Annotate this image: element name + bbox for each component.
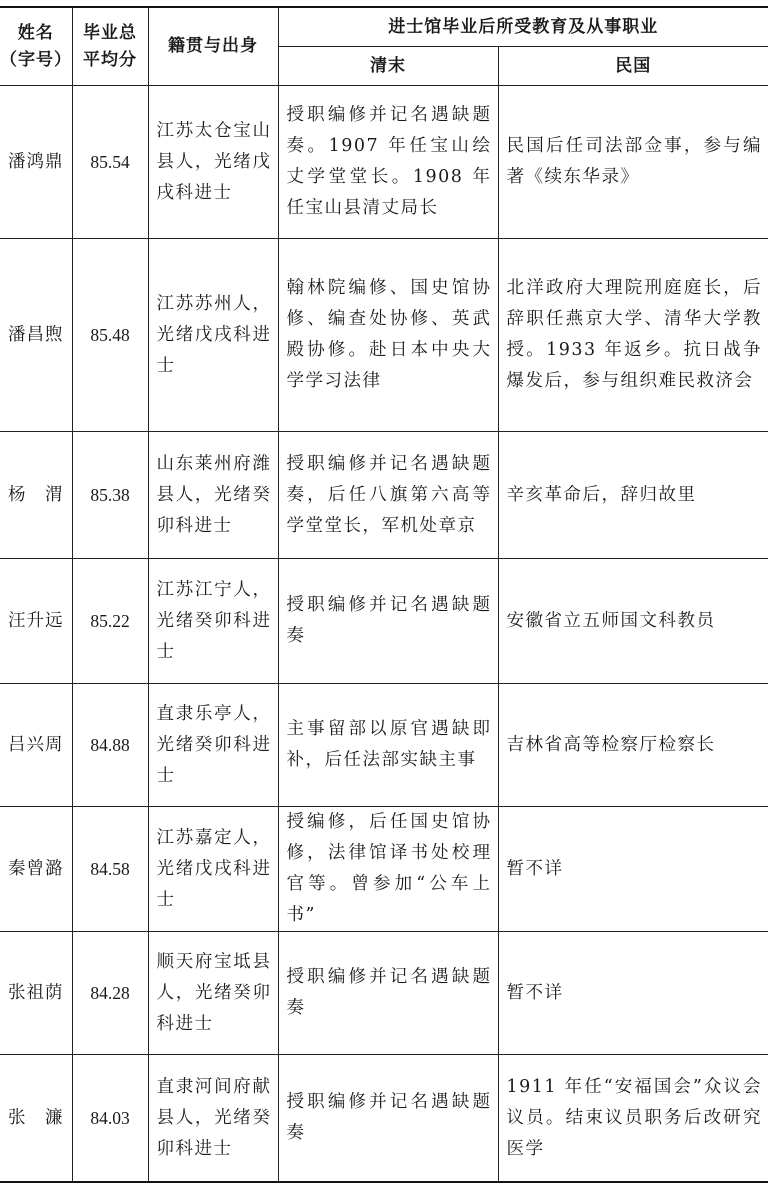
cell-name: 吕兴周	[0, 684, 72, 807]
cell-name: 潘鸿鼎	[0, 86, 72, 239]
header-name-line1: 姓名	[17, 22, 54, 43]
cell-origin: 江苏苏州人，光绪戊戌科进士	[148, 239, 278, 432]
table-header	[0, 7, 768, 86]
table-row	[0, 1055, 768, 1183]
table-row	[0, 932, 768, 1055]
header-score-line2: 平均分	[83, 49, 137, 70]
cell-score: 85.48	[72, 239, 148, 432]
cell-qing: 授职编修并记名遇缺题奏	[278, 1055, 498, 1183]
cell-score: 84.28	[72, 932, 148, 1055]
cell-minguo: 安徽省立五师国文科教员	[498, 559, 768, 684]
cell-minguo: 民国后任司法部佥事，参与编著《续东华录》	[498, 86, 768, 239]
cell-minguo: 北洋政府大理院刑庭庭长，后辞职任燕京大学、清华大学教授。1933 年返乡。抗日战争爆发后，参与组织难民救济会	[498, 239, 768, 432]
header-group: 进士馆毕业后所受教育及从事职业	[278, 7, 768, 47]
education-career-table-wrap	[0, 6, 768, 1183]
table-row	[0, 807, 768, 932]
cell-score: 84.58	[72, 807, 148, 932]
table-row	[0, 239, 768, 432]
cell-name: 汪升远	[0, 559, 72, 684]
cell-name: 张祖荫	[0, 932, 72, 1055]
cell-qing: 授编修，后任国史馆协修，法律馆译书处校理官等。曾参加“公车上书”	[278, 807, 498, 932]
cell-name: 潘昌煦	[0, 239, 72, 432]
cell-qing: 授职编修并记名遇缺题奏，后任八旗第六高等学堂堂长，军机处章京	[278, 432, 498, 559]
cell-origin: 江苏嘉定人，光绪戊戌科进士	[148, 807, 278, 932]
cell-origin: 江苏江宁人，光绪癸卯科进士	[148, 559, 278, 684]
header-name	[0, 7, 72, 86]
cell-minguo: 1911 年任“安福国会”众议会议员。结束议员职务后改研究医学	[498, 1055, 768, 1183]
cell-score: 84.88	[72, 684, 148, 807]
header-score	[72, 7, 148, 86]
table-row	[0, 432, 768, 559]
cell-origin: 直隶河间府献县人，光绪癸卯科进士	[148, 1055, 278, 1183]
cell-origin: 山东莱州府潍县人，光绪癸卯科进士	[148, 432, 278, 559]
header-qing: 清末	[278, 47, 498, 86]
cell-score: 84.03	[72, 1055, 148, 1183]
header-name-line2: （字号）	[0, 49, 72, 70]
cell-name: 张 濂	[0, 1055, 72, 1183]
cell-qing: 授职编修并记名遇缺题奏	[278, 559, 498, 684]
cell-name: 秦曾潞	[0, 807, 72, 932]
cell-qing: 授职编修并记名遇缺题奏。1907 年任宝山绘丈学堂堂长。1908 年任宝山县清丈局长	[278, 86, 498, 239]
table-row	[0, 86, 768, 239]
cell-score: 85.54	[72, 86, 148, 239]
cell-qing: 授职编修并记名遇缺题奏	[278, 932, 498, 1055]
cell-minguo: 暂不详	[498, 807, 768, 932]
cell-qing: 主事留部以原官遇缺即补，后任法部实缺主事	[278, 684, 498, 807]
table-body	[0, 86, 768, 1183]
cell-origin: 顺天府宝坻县人，光绪癸卯科进士	[148, 932, 278, 1055]
cell-origin: 直隶乐亭人，光绪癸卯科进士	[148, 684, 278, 807]
cell-minguo: 吉林省高等检察厅检察长	[498, 684, 768, 807]
header-origin: 籍贯与出身	[148, 7, 278, 86]
table-row	[0, 684, 768, 807]
jinshi-graduates-table	[0, 6, 768, 1183]
header-score-line1: 毕业总	[83, 22, 137, 43]
cell-score: 85.22	[72, 559, 148, 684]
table-row	[0, 559, 768, 684]
cell-name: 杨 渭	[0, 432, 72, 559]
cell-qing: 翰林院编修、国史馆协修、编查处协修、英武殿协修。赴日本中央大学学习法律	[278, 239, 498, 432]
header-minguo: 民国	[498, 47, 768, 86]
cell-origin: 江苏太仓宝山县人，光绪戊戌科进士	[148, 86, 278, 239]
cell-score: 85.38	[72, 432, 148, 559]
cell-minguo: 辛亥革命后，辞归故里	[498, 432, 768, 559]
cell-minguo: 暂不详	[498, 932, 768, 1055]
